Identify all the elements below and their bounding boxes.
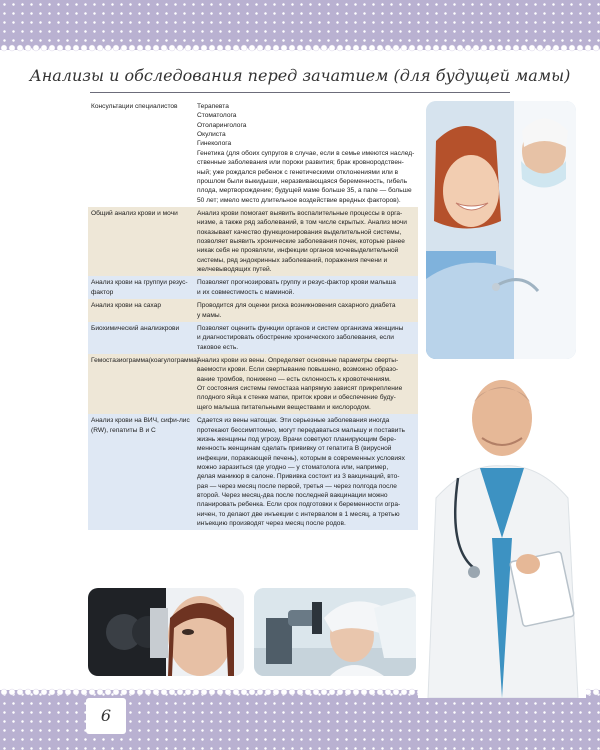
row-label — [88, 299, 194, 322]
desc-line: желчевыводящих путей. — [197, 266, 272, 274]
row-description — [194, 414, 418, 530]
label-line: Анализ крови на сахар — [91, 302, 161, 310]
desc-line: Окулиста — [197, 131, 226, 139]
label-line: крови — [161, 324, 180, 332]
page-number: 6 — [86, 698, 126, 734]
desc-line: От состояния системы гемостаза напрямую зависят прикрепление — [197, 385, 403, 393]
desc-line: Отоларинголога — [197, 121, 247, 129]
desc-line: прошлом были выкидыши, неразвивающаяся беременность, гибель — [197, 177, 408, 185]
desc-line: Позволяет оценить функции органов и систем организма женщины — [197, 324, 404, 332]
info-table — [88, 100, 418, 530]
row-description — [194, 100, 418, 207]
eye-exam-photo — [88, 588, 244, 676]
label-line: лис (RW), гепатиты B и C — [91, 417, 190, 434]
desc-line: второй. Через месяц-два после последней вакцинации можно — [197, 492, 388, 500]
desc-line: 50 лет; имело место длительное воздействие вредных факторов). — [197, 196, 401, 204]
desc-line: и диагностировать обострение хронического заболевания, если — [197, 334, 394, 342]
desc-line: ный; уже рождался ребенок с генетическими отклонениями или в — [197, 168, 399, 176]
table-row-blood-sugar — [88, 299, 418, 322]
desc-line: системы, ряд эндокринных заболеваний, поражения печени и — [197, 256, 388, 264]
desc-line: ственные заболевания или пороки развития; брак кровнородствен- — [197, 159, 404, 167]
row-label — [88, 100, 194, 207]
desc-line: Гинеколога — [197, 140, 232, 148]
desc-line: Анализ крови из вены. Определяет основные параметры сверты- — [197, 356, 399, 364]
desc-line: вание тромбов, понижено — есть склонность к кровотечениям. — [197, 375, 391, 383]
eye-exam-illustration — [88, 588, 244, 676]
desc-line: инъекцию производят через месяц после родов. — [197, 520, 346, 528]
desc-line: никак себя не проявляли, инфекции органов мочевыделительной — [197, 247, 399, 255]
desc-line: Стоматолога — [197, 112, 237, 120]
desc-line: плодного яйца к стенке матки, приток крови и обеспечение буду- — [197, 394, 396, 402]
desc-line: плода, мертворождение; будущей маме больше 35, а папе — больше — [197, 187, 412, 195]
table-row-hiv-syphilis-hepatitis — [88, 414, 418, 530]
row-description — [194, 207, 418, 277]
desc-line: делая маникюр в салоне. Прививка состоит из 3 вакцинаций, вто- — [197, 473, 400, 481]
row-description — [194, 299, 418, 322]
label-line: Анализ крови на группу — [91, 279, 164, 287]
label-line: Общий анализ крови и мочи — [91, 209, 178, 217]
row-label — [88, 414, 194, 530]
doctor-illustration — [418, 368, 586, 698]
desc-line: у мамы. — [197, 311, 222, 319]
label-line: Биохимический анализ — [91, 324, 162, 332]
row-label — [88, 322, 194, 354]
desc-line: Позволяет прогнозировать группу и резус-фактор крови малыша — [197, 279, 396, 287]
desc-line: Генетика (для обоих супругов в случае, если в семье имеются наслед- — [197, 149, 415, 157]
table-row-general-analysis — [88, 207, 418, 277]
desc-line: Сдается из вены натощак. Эти серьезные заболевания иногда — [197, 417, 390, 425]
desc-line: ничен, то делают две инъекции с интервалом в 1 месяц, а третью — [197, 510, 400, 518]
row-description — [194, 354, 418, 414]
label-line: Анализ крови на ВИЧ, сифи- — [91, 417, 179, 425]
microscope-photo — [254, 588, 416, 676]
desc-line: показывает качество функционирования выделительной системы, — [197, 228, 402, 236]
label-line: и резус-фактор — [91, 279, 188, 296]
desc-line: и их совместимость с маминой. — [197, 288, 295, 296]
label-line: Гемостазиограмма — [91, 356, 149, 364]
desc-line: планировать ребенка. Если срок подготовки к беременности огра- — [197, 501, 401, 509]
desc-line: Терапевта — [197, 103, 229, 110]
row-label — [88, 207, 194, 277]
desc-line: Анализ крови помогает выявить воспалительные процессы в орга- — [197, 209, 403, 217]
desc-line: низме, а также ряд заболеваний, в том числе скрытых. Анализ мочи — [197, 219, 407, 227]
page-heading: Анализы и обследования перед зачатием (для будущей мамы) — [29, 66, 571, 85]
row-label — [88, 276, 194, 299]
desc-line: Проводится для оценки риска возникновения сахарного диабета — [197, 302, 396, 310]
desc-line: менность женщинам сделать прививку от гепатита B (вирусной — [197, 445, 392, 453]
desc-line: ваемости крови. Если свертывание повышено, возможно образо- — [197, 366, 399, 374]
row-label — [88, 354, 199, 414]
desc-line: таковое есть. — [197, 343, 239, 351]
dentist-patient-photo — [426, 101, 576, 359]
desc-line: инфекции, поражающей печень), которым в современных условиях — [197, 454, 405, 462]
table-row-consultations — [88, 100, 418, 207]
table-row-biochemistry — [88, 322, 418, 354]
desc-line: жизнь женщины под угрозу. Врачи советуют планирующим бере- — [197, 435, 397, 443]
table-row-hemostasiogram — [88, 354, 418, 414]
desc-line: позволяет выявить хронические заболевания почек, которые ранее — [197, 238, 405, 246]
dentist-illustration — [426, 101, 576, 359]
row-description — [194, 322, 418, 354]
doctor-photo — [418, 368, 586, 698]
microscope-illustration — [254, 588, 416, 676]
heading-underline — [90, 92, 510, 93]
row-description — [194, 276, 418, 299]
desc-line: протекают бессимптомно, могут передаваться малышу и поставить — [197, 426, 405, 434]
label-line: Консультации специалистов — [91, 103, 178, 110]
desc-line: рая — через месяц после первой, третья — через полгода после — [197, 482, 397, 490]
desc-line: щего малыша питательными веществами и кислородом. — [197, 403, 371, 411]
top-lace-trim — [0, 44, 600, 52]
top-dotted-border — [0, 0, 600, 50]
table-row-blood-group — [88, 276, 418, 299]
label-line: (коагулограмма) — [148, 356, 199, 364]
desc-line: можно заразиться где угодно — у стоматолога или, например, — [197, 463, 389, 471]
